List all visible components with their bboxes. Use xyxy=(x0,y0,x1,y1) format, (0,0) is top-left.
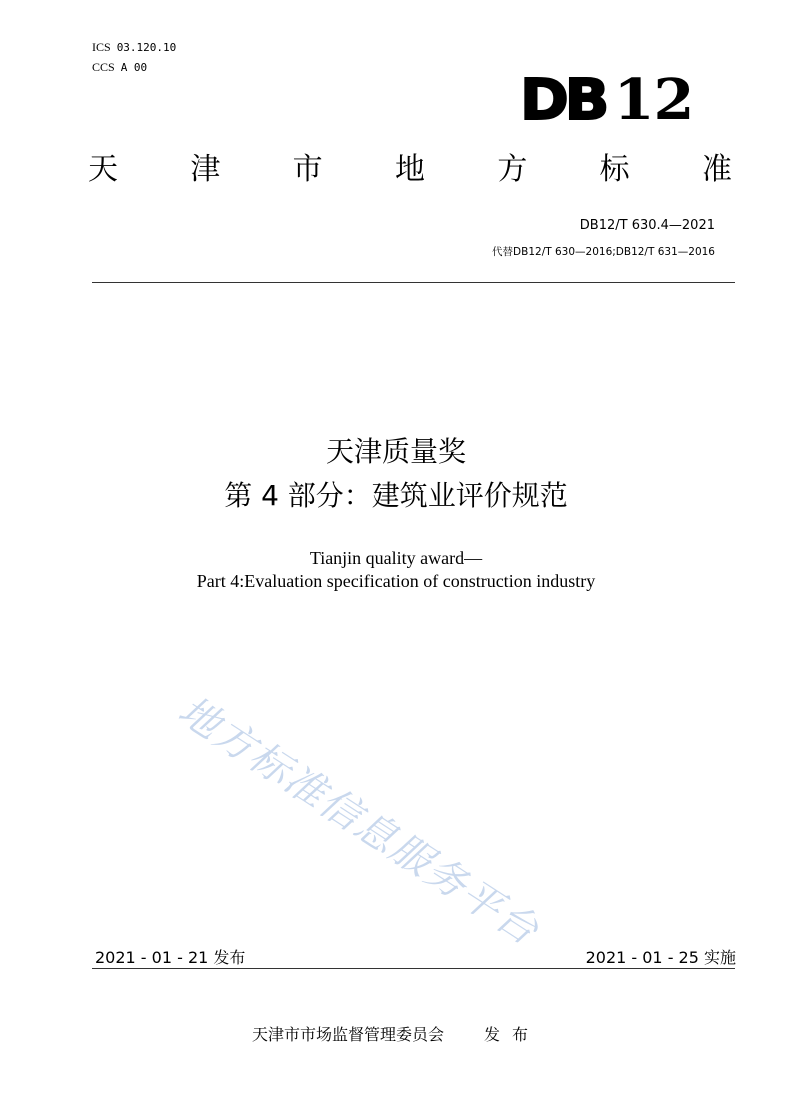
issuer-name: 天津市市场监督管理委员会 xyxy=(251,1025,444,1044)
logo-number: 12 xyxy=(613,67,694,133)
implementation-date: 2021 - 01 - 25 实施 xyxy=(585,948,736,967)
issue-date: 2021 - 01 - 21 发布 xyxy=(95,948,246,967)
standard-type-char: 市 xyxy=(292,152,323,187)
ccs-label: CCS xyxy=(92,60,115,74)
title-cn-line2: 第 4 部分：建筑业评价规范 xyxy=(224,479,568,512)
issuer-action: 发布 xyxy=(484,1025,541,1044)
title-en-line1: Tianjin quality award— xyxy=(309,548,483,568)
standard-replaces: 代替DB12/T 630—2016;DB12/T 631—2016 xyxy=(492,246,715,258)
logo-prefix: DB xyxy=(520,68,606,133)
issuer xyxy=(0,1022,792,1045)
standard-code: DB12/T 630.4—2021 xyxy=(579,218,715,233)
title-en-line2: Part 4:Evaluation specification of construction industry xyxy=(196,571,596,591)
ccs-value: A 00 xyxy=(120,61,148,74)
db12-logo xyxy=(520,67,720,133)
ccs-code xyxy=(92,60,147,75)
standard-type-char: 方 xyxy=(497,152,528,187)
standard-type-char: 天 xyxy=(88,152,118,187)
standard-type-char: 津 xyxy=(190,152,221,187)
ics-code xyxy=(92,40,176,55)
ics-value: 03.120.10 xyxy=(116,41,177,54)
standard-type-char: 标 xyxy=(599,152,630,187)
watermark: 地方标准信息服务平台 xyxy=(170,687,548,955)
standard-type-char: 地 xyxy=(394,152,425,187)
title-cn-line1: 天津质量奖 xyxy=(325,435,466,468)
top-divider xyxy=(92,282,735,283)
standard-type-heading xyxy=(88,150,732,190)
bottom-divider xyxy=(92,968,735,969)
ics-label: ICS xyxy=(92,40,111,54)
standard-type-char: 准 xyxy=(701,152,732,187)
